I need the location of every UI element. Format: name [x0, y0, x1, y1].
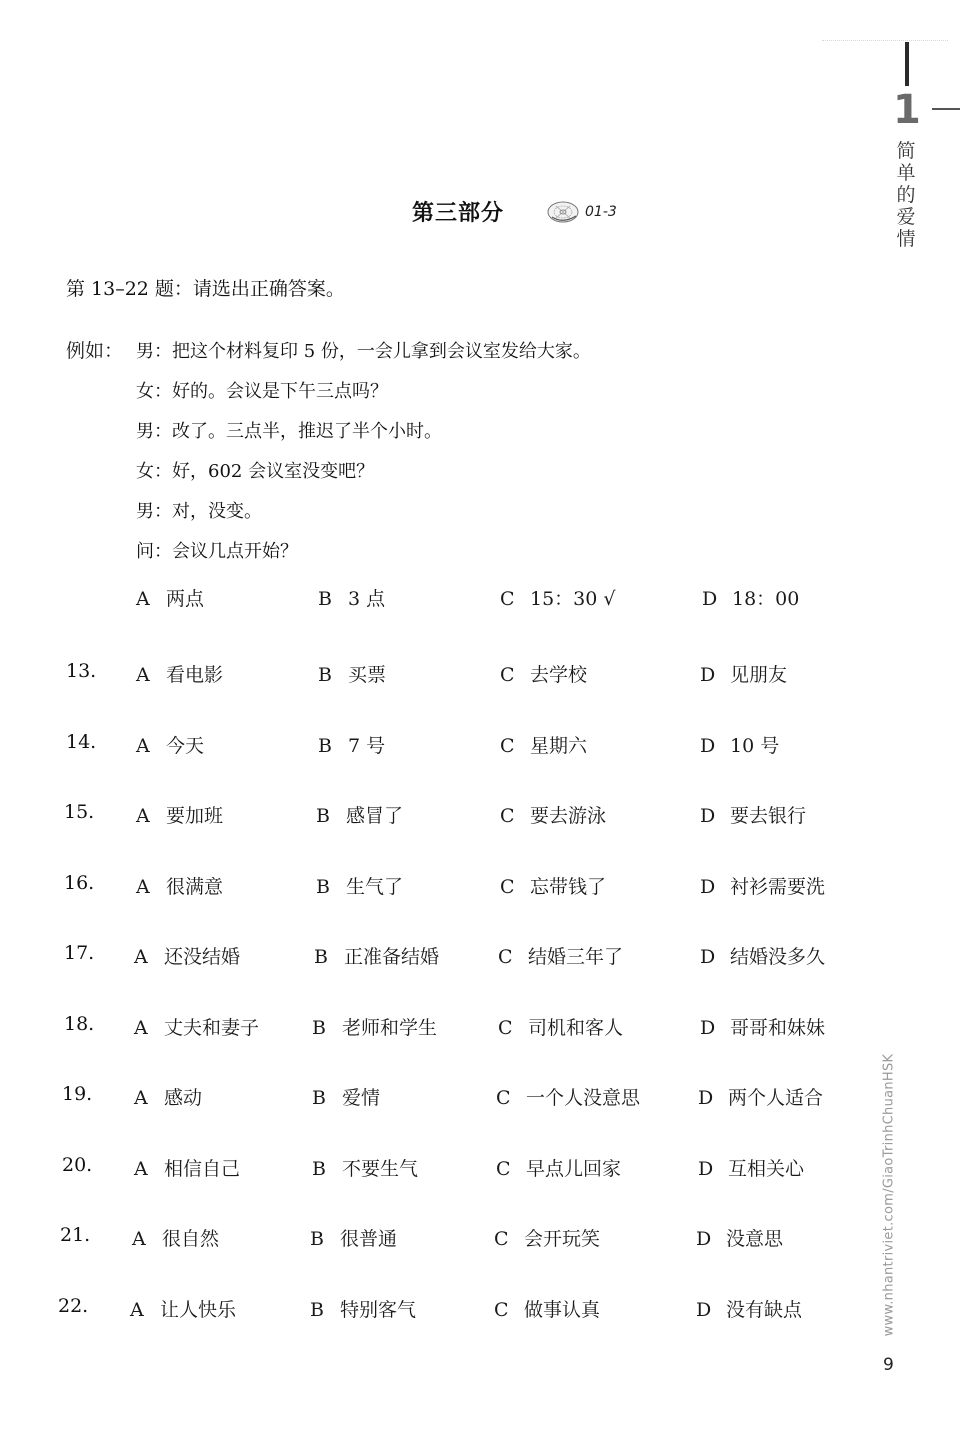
option-b[interactable]: B 7 号 [318, 735, 386, 757]
question-number: 19. [62, 1083, 93, 1105]
chapter-number: 1 [893, 87, 919, 133]
option-b[interactable]: B 很普通 [310, 1228, 398, 1250]
option-a[interactable]: A 今天 [136, 735, 205, 757]
option-d[interactable]: D 衬衫需要洗 [700, 876, 826, 898]
dialogue-line: 男：把这个材料复印 5 份，一会儿拿到会议室发给大家。 [136, 341, 591, 362]
option-c[interactable]: C 会开玩笑 [494, 1228, 601, 1250]
option-c[interactable]: C 15：30 √ [500, 588, 616, 610]
option-c[interactable]: C 星期六 [500, 735, 588, 757]
option-a[interactable]: A 让人快乐 [130, 1299, 237, 1321]
watermark: www.nhantriviet.com/GiaoTrinhChuanHSK [881, 1053, 897, 1337]
question-number: 17. [64, 942, 95, 964]
option-a[interactable]: A 两点 [136, 588, 205, 610]
question-row [0, 731, 960, 761]
option-d[interactable]: D 18：00 [702, 588, 800, 610]
option-a[interactable]: A 要加班 [136, 805, 224, 827]
option-a[interactable]: A 很满意 [136, 876, 224, 898]
option-d[interactable]: D 要去银行 [700, 805, 807, 827]
option-a[interactable]: A 很自然 [132, 1228, 220, 1250]
option-d[interactable]: D 没有缺点 [696, 1299, 803, 1321]
question-number: 18. [64, 1013, 95, 1035]
option-c[interactable]: C 忘带钱了 [500, 876, 607, 898]
chapter-title: 简单的爱情 [896, 140, 916, 250]
option-b[interactable]: B 不要生气 [312, 1158, 419, 1180]
option-c[interactable]: C 司机和客人 [498, 1017, 624, 1039]
question-row [0, 660, 960, 690]
question-number: 20. [62, 1154, 93, 1176]
chapter-bar [905, 42, 909, 86]
option-b[interactable]: B 爱情 [312, 1087, 381, 1109]
example-options [0, 584, 960, 614]
dialogue-line: 男：改了。三点半，推迟了半个小时。 [136, 421, 442, 442]
option-b[interactable]: B 老师和学生 [312, 1017, 438, 1039]
option-b[interactable]: B 3 点 [318, 588, 386, 610]
audio-track-id: 01-3 [585, 204, 617, 220]
option-d[interactable]: D 没意思 [696, 1228, 784, 1250]
option-b[interactable]: B 感冒了 [316, 805, 404, 827]
question-row [0, 942, 960, 972]
option-d[interactable]: D 见朋友 [700, 664, 788, 686]
question-row [0, 1083, 960, 1113]
dialogue-line: 女：好的。会议是下午三点吗？ [136, 381, 388, 402]
question-number: 21. [60, 1224, 91, 1246]
question-row [0, 1295, 960, 1325]
option-c[interactable]: C 一个人没意思 [496, 1087, 641, 1109]
option-d[interactable]: D 互相关心 [698, 1158, 805, 1180]
question-row [0, 801, 960, 831]
cd-icon [546, 200, 580, 224]
option-c[interactable]: C 去学校 [500, 664, 588, 686]
instructions: 第 13–22 题：请选出正确答案。 [66, 278, 345, 300]
option-b[interactable]: B 买票 [318, 664, 387, 686]
question-number: 13. [66, 660, 97, 682]
option-a[interactable]: A 相信自己 [134, 1158, 241, 1180]
option-d[interactable]: D 结婚没多久 [700, 946, 826, 968]
option-a[interactable]: A 丈夫和妻子 [134, 1017, 260, 1039]
example-label: 例如： [66, 340, 124, 362]
chapter-dash [932, 108, 960, 110]
option-c[interactable]: C 做事认真 [494, 1299, 601, 1321]
question-row [0, 1154, 960, 1184]
option-a[interactable]: A 还没结婚 [134, 946, 241, 968]
question-row [0, 872, 960, 902]
option-c[interactable]: C 早点儿回家 [496, 1158, 622, 1180]
option-a[interactable]: A 感动 [134, 1087, 203, 1109]
option-d[interactable]: D 哥哥和妹妹 [700, 1017, 826, 1039]
option-c[interactable]: C 要去游泳 [500, 805, 607, 827]
header-rule [822, 40, 948, 41]
option-b[interactable]: B 生气了 [316, 876, 404, 898]
section-title: 第三部分 [412, 200, 505, 226]
option-c[interactable]: C 结婚三年了 [498, 946, 624, 968]
question-number: 16. [64, 872, 95, 894]
option-d[interactable]: D 10 号 [700, 735, 780, 757]
dialogue-line: 女：好，602 会议室没变吧？ [136, 461, 375, 482]
option-b[interactable]: B 正准备结婚 [314, 946, 440, 968]
dialogue-line: 男：对，没变。 [136, 501, 262, 522]
question-prompt: 问：会议几点开始？ [136, 541, 298, 562]
option-d[interactable]: D 两个人适合 [698, 1087, 824, 1109]
question-row [0, 1013, 960, 1043]
question-number: 14. [66, 731, 97, 753]
option-a[interactable]: A 看电影 [136, 664, 224, 686]
question-row [0, 1224, 960, 1254]
question-number: 15. [64, 801, 95, 823]
option-b[interactable]: B 特别客气 [310, 1299, 417, 1321]
question-number: 22. [58, 1295, 89, 1317]
page-number: 9 [883, 1355, 894, 1375]
